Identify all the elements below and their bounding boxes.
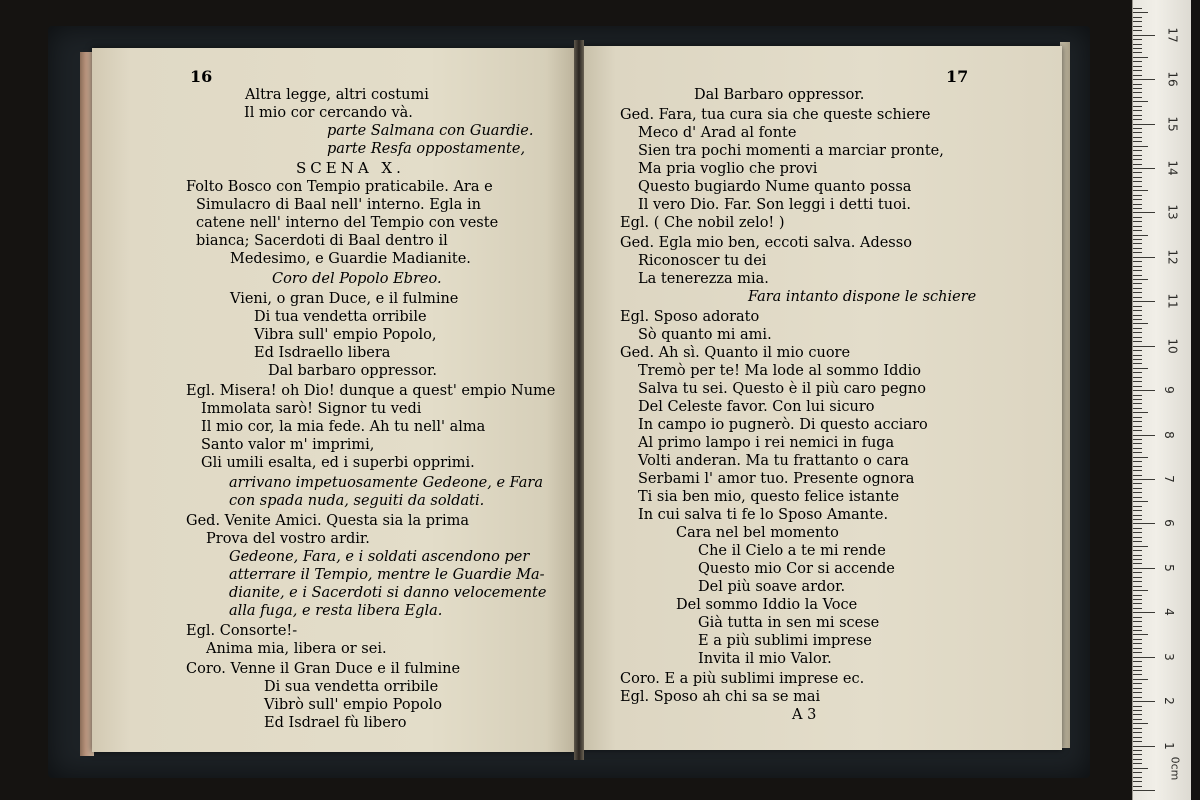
ruler-tick: [1133, 470, 1142, 471]
right-page-text-line: Salva tu sei. Questo è il più caro pegno: [638, 381, 926, 397]
ruler-number: 5: [1161, 564, 1176, 572]
ruler-tick: [1133, 546, 1148, 547]
left-page-text-line: Anima mia, libera or sei.: [206, 641, 387, 657]
ruler-tick: [1133, 719, 1142, 720]
ruler-tick: [1133, 746, 1155, 747]
ruler-tick: [1133, 266, 1142, 267]
ruler-tick: [1133, 714, 1142, 715]
ruler-tick: [1133, 541, 1142, 542]
scene-heading: SCENA X.: [296, 159, 405, 177]
left-page-text-line: Ged. Venite Amici. Questa sia la prima: [186, 513, 470, 529]
ruler-tick: [1133, 292, 1142, 293]
ruler-tick: [1133, 119, 1142, 120]
left-page-text-line: Coro del Popolo Ebreo.: [272, 271, 442, 287]
ruler-tick: [1133, 57, 1148, 58]
ruler-tick: [1133, 150, 1142, 151]
ruler-number: 15: [1165, 115, 1180, 132]
ruler-tick: [1133, 786, 1142, 787]
right-page-text-line: Ged. Ah sì. Quanto il mio cuore: [620, 345, 851, 361]
ruler-tick: [1133, 39, 1142, 40]
ruler-tick: [1133, 728, 1142, 729]
right-page-text-line: Del sommo Iddio la Voce: [676, 597, 858, 613]
ruler-tick: [1133, 657, 1155, 658]
left-page-text-line: con spada nuda, seguiti da soldati.: [229, 493, 485, 509]
ruler-tick: [1133, 137, 1142, 138]
ruler-tick: [1133, 501, 1148, 502]
ruler-tick: [1133, 430, 1142, 431]
ruler-tick: [1133, 190, 1148, 191]
ruler-tick: [1133, 350, 1142, 351]
ruler-tick: [1133, 181, 1142, 182]
ruler-tick: [1133, 159, 1142, 160]
right-page-text-line: Il vero Dio. Far. Son leggi i detti tuoi.: [638, 197, 912, 213]
left-page-text-line: bianca; Sacerdoti di Baal dentro il: [196, 233, 448, 249]
ruler-tick: [1133, 763, 1142, 764]
ruler-tick: [1133, 515, 1142, 516]
right-page-text-line: In cui salva ti fe lo Sposo Amante.: [638, 507, 889, 523]
ruler-tick: [1133, 461, 1142, 462]
ruler-tick: [1133, 706, 1142, 707]
ruler-tick: [1133, 297, 1142, 298]
ruler-tick: [1133, 212, 1155, 213]
ruler-tick: [1133, 310, 1142, 311]
ruler-tick: [1133, 790, 1155, 791]
ruler-number: 16: [1165, 71, 1180, 87]
ruler-tick: [1133, 381, 1142, 382]
ruler-tick: [1133, 754, 1142, 755]
ruler-tick: [1133, 661, 1142, 662]
ruler-tick: [1133, 519, 1142, 520]
ruler-tick: [1133, 586, 1142, 587]
ruler-number: 6: [1161, 519, 1176, 528]
left-page-text-line: catene nell' interno del Tempio con veste: [196, 215, 499, 231]
right-page-text-line: Coro. E a più sublimi imprese ec.: [620, 671, 865, 687]
ruler-tick: [1133, 652, 1142, 653]
ruler-tick: [1133, 426, 1142, 427]
ruler-tick: [1133, 52, 1142, 53]
ruler-tick: [1133, 435, 1155, 436]
right-page-text-line: Questo mio Cor si accende: [698, 561, 895, 577]
right-page-text-line: Sien tra pochi momenti a marciar pronte,: [638, 143, 944, 159]
ruler-tick: [1133, 315, 1142, 316]
ruler-tick: [1133, 239, 1142, 240]
ruler-tick: [1133, 155, 1142, 156]
ruler-tick: [1133, 737, 1142, 738]
left-page-text-line: Medesimo, e Guardie Madianite.: [230, 251, 471, 267]
left-page-text-line: Egl. Consorte!-: [186, 623, 298, 639]
ruler-tick: [1133, 475, 1142, 476]
ruler-tick: [1133, 106, 1142, 107]
right-page-text-line: Ged. Egla mio ben, eccoti salva. Adesso: [620, 235, 912, 251]
ruler-tick: [1133, 483, 1142, 484]
ruler-tick: [1133, 759, 1142, 760]
ruler-tick: [1133, 550, 1142, 551]
right-page-text-line: Egl. Sposo adorato: [620, 309, 760, 325]
ruler-tick: [1133, 346, 1155, 347]
ruler-tick: [1133, 581, 1142, 582]
ruler-number: 3: [1161, 652, 1176, 661]
left-page-text-line: Vieni, o gran Duce, e il fulmine: [230, 291, 459, 307]
ruler-tick: [1133, 88, 1142, 89]
ruler-tick: [1133, 697, 1142, 698]
ruler-tick: [1133, 132, 1142, 133]
ruler-tick: [1133, 359, 1142, 360]
right-page-text-line: Ma pria voglio che provi: [638, 161, 818, 177]
ruler-number: 1: [1161, 741, 1176, 750]
ruler-tick: [1133, 612, 1155, 613]
left-page-text-line: Il mio cor, la mia fede. Ah tu nell' alma: [201, 419, 486, 435]
ruler-tick: [1133, 110, 1142, 111]
right-page-text-line: Sò quanto mi ami.: [638, 327, 772, 343]
ruler-tick: [1133, 608, 1142, 609]
ruler-tick: [1133, 523, 1155, 524]
ruler-tick: [1133, 252, 1142, 253]
ruler-tick: [1133, 146, 1148, 147]
left-page-text-line: Immolata sarò! Signor tu vedi: [201, 401, 422, 417]
ruler-tick: [1133, 328, 1142, 329]
ruler-tick: [1133, 306, 1142, 307]
ruler-tick: [1133, 563, 1142, 564]
ruler-tick: [1133, 386, 1142, 387]
ruler-tick: [1133, 372, 1142, 373]
ruler-tick: [1133, 301, 1155, 302]
left-page-text-line: Gedeone, Fara, e i soldati ascendono per: [229, 549, 530, 565]
ruler-tick: [1133, 674, 1142, 675]
ruler-tick: [1133, 559, 1142, 560]
ruler-tick: [1133, 21, 1142, 22]
ruler-tick: [1133, 141, 1142, 142]
right-page-text-line: Cara nel bel momento: [676, 525, 839, 541]
ruler-tick: [1133, 403, 1142, 404]
ruler-tick: [1133, 164, 1142, 165]
ruler-tick: [1133, 168, 1155, 169]
ruler-tick: [1133, 124, 1155, 125]
right-page-text-line: E a più sublimi imprese: [698, 633, 872, 649]
ruler-tick: [1133, 363, 1142, 364]
ruler-tick: [1133, 275, 1142, 276]
ruler-tick: [1133, 479, 1155, 480]
ruler-tick: [1133, 257, 1155, 258]
ruler-tick: [1133, 186, 1142, 187]
ruler-tick: [1133, 772, 1142, 773]
page-number-left: 16: [190, 67, 213, 86]
ruler-tick: [1133, 572, 1142, 573]
ruler-tick: [1133, 666, 1142, 667]
ruler-tick: [1133, 204, 1142, 205]
ruler-tick: [1133, 217, 1142, 218]
ruler-number: 10: [1165, 338, 1180, 354]
left-page-text-line: Il mio cor cercando và.: [244, 105, 413, 121]
ruler-tick: [1133, 732, 1142, 733]
right-page-text-line: Del più soave ardor.: [698, 579, 846, 595]
ruler-tick: [1133, 528, 1142, 529]
right-page-text-line: Dal Barbaro oppressor.: [694, 87, 865, 103]
ruler-tick: [1133, 750, 1142, 751]
ruler-tick: [1133, 399, 1142, 400]
right-page-text-line: Già tutta in sen mi scese: [698, 615, 880, 631]
right-page-text-line: Invita il mio Valor.: [698, 651, 832, 667]
left-page-text-line: arrivano impetuosamente Gedeone, e Fara: [229, 475, 543, 491]
ruler-tick: [1133, 741, 1142, 742]
ruler-tick: [1133, 319, 1142, 320]
ruler-tick: [1133, 648, 1142, 649]
ruler-tick: [1133, 510, 1142, 511]
left-page-text-line: Vibrò sull' empio Popolo: [264, 697, 442, 713]
ruler-number: 7: [1161, 475, 1176, 483]
ruler-tick: [1133, 506, 1142, 507]
left-page-text-line: Di sua vendetta orribile: [264, 679, 439, 695]
ruler-tick: [1133, 466, 1142, 467]
ruler-number: 4: [1161, 608, 1176, 617]
right-page-text-line: La tenerezza mia.: [638, 271, 769, 287]
ruler-tick: [1133, 692, 1142, 693]
ruler-tick: [1133, 337, 1142, 338]
left-page-text-line: Simulacro di Baal nell' interno. Egla in: [196, 197, 481, 213]
ruler-tick: [1133, 283, 1142, 284]
ruler-tick: [1133, 270, 1142, 271]
ruler-tick: [1133, 92, 1142, 93]
ruler-tick: [1133, 390, 1155, 391]
ruler-tick: [1133, 617, 1142, 618]
ruler-tick: [1133, 323, 1148, 324]
ruler-number: 12: [1165, 249, 1180, 265]
left-page-text-line: parte Salmana con Guardie.: [327, 123, 534, 139]
left-page-text-line: Ed Isdrael fù libero: [264, 715, 407, 731]
right-page-text-line: Tremò per te! Ma lode al sommo Iddio: [638, 363, 922, 379]
ruler-tick: [1133, 8, 1142, 9]
ruler-tick: [1133, 97, 1142, 98]
ruler-number: 11: [1165, 293, 1180, 309]
right-page-text-line: Che il Cielo a te mi rende: [698, 543, 886, 559]
ruler-tick: [1133, 243, 1142, 244]
ruler-tick: [1133, 377, 1142, 378]
ruler-tick: [1133, 443, 1142, 444]
ruler-tick: [1133, 395, 1142, 396]
ruler-tick: [1133, 195, 1142, 196]
ruler-tick: [1133, 128, 1142, 129]
ruler-tick: [1133, 457, 1148, 458]
left-page-text-line: dianite, e i Sacerdoti si danno velocemente: [229, 585, 547, 601]
ruler-tick: [1133, 599, 1142, 600]
ruler-tick: [1133, 590, 1148, 591]
ruler-tick: [1133, 288, 1142, 289]
right-page-text-line: In campo io pugnerò. Di questo acciaro: [638, 417, 928, 433]
ruler-tick: [1133, 332, 1142, 333]
right-page-text-line: Serbami l' amor tuo. Presente ognora: [638, 471, 915, 487]
ruler-tick: [1133, 595, 1142, 596]
ruler-tick: [1133, 84, 1142, 85]
book-gutter: [574, 40, 584, 760]
ruler-tick: [1133, 688, 1142, 689]
ruler-tick: [1133, 172, 1142, 173]
right-page-text-line: Ti sia ben mio, questo felice istante: [638, 489, 900, 505]
left-page-text-line: Dal barbaro oppressor.: [268, 363, 437, 379]
ruler-tick: [1133, 488, 1142, 489]
ruler-tick: [1133, 221, 1142, 222]
ruler-tick: [1133, 452, 1142, 453]
ruler-tick: [1133, 115, 1142, 116]
ruler-tick: [1133, 368, 1148, 369]
left-page-text-line: Altra legge, altri costumi: [245, 87, 429, 103]
right-page-text-line: Meco d' Arad al fonte: [638, 125, 797, 141]
ruler-tick: [1133, 61, 1142, 62]
ruler-tick: [1133, 777, 1142, 778]
measurement-ruler: [1132, 0, 1191, 800]
left-page-text-line: Di tua vendetta orribile: [254, 309, 427, 325]
left-page-text-line: Santo valor m' imprimi,: [201, 437, 375, 453]
ruler-tick: [1133, 421, 1142, 422]
ruler-number: 14: [1165, 160, 1180, 176]
ruler-tick: [1133, 12, 1148, 13]
page-number-right: 17: [946, 67, 969, 86]
ruler-tick: [1133, 577, 1142, 578]
ruler-unit-label: 0cm: [1168, 756, 1182, 781]
ruler-tick: [1133, 439, 1142, 440]
ruler-tick: [1133, 643, 1142, 644]
ruler-tick: [1133, 35, 1155, 36]
ruler-tick: [1133, 568, 1155, 569]
ruler-tick: [1133, 235, 1148, 236]
left-page-text-line: Prova del vostro ardir.: [206, 531, 370, 547]
left-page-text-line: Gli umili esalta, ed i superbi opprimi.: [201, 455, 475, 471]
ruler-tick: [1133, 555, 1142, 556]
ruler-tick: [1133, 26, 1142, 27]
right-page-text-line: Questo bugiardo Nume quanto possa: [638, 179, 912, 195]
right-page-text-line: Del Celeste favor. Con lui sicuro: [638, 399, 875, 415]
ruler-tick: [1133, 408, 1142, 409]
ruler-tick: [1133, 248, 1142, 249]
ruler-tick: [1133, 723, 1148, 724]
ruler-tick: [1133, 701, 1155, 702]
ruler-tick: [1133, 670, 1142, 671]
ruler-tick: [1133, 532, 1142, 533]
ruler-tick: [1133, 230, 1142, 231]
ruler-tick: [1133, 630, 1142, 631]
left-page-text-line: Folto Bosco con Tempio praticabile. Ara e: [186, 179, 493, 195]
left-page-text-line: Ed Isdraello libera: [254, 345, 391, 361]
ruler-tick: [1133, 497, 1142, 498]
ruler-tick: [1133, 17, 1142, 18]
left-page-text-line: Egl. Misera! oh Dio! dunque a quest' empio Nume: [186, 383, 556, 399]
ruler-tick: [1133, 226, 1142, 227]
ruler-tick: [1133, 781, 1142, 782]
right-page-text-line: Egl. ( Che nobil zelo! ): [620, 215, 785, 231]
right-page-text-line: Volti anderan. Ma tu frattanto o cara: [638, 453, 909, 469]
left-page-text-line: atterrare il Tempio, mentre le Guardie Ma-: [229, 567, 545, 583]
ruler-tick: [1133, 448, 1142, 449]
ruler-tick: [1133, 279, 1148, 280]
ruler-tick: [1133, 75, 1142, 76]
ruler-tick: [1133, 417, 1142, 418]
right-page-text-line: Fara intanto dispone le schiere: [748, 289, 977, 305]
ruler-tick: [1133, 621, 1142, 622]
left-page-text-line: alla fuga, e resta libera Egla.: [229, 603, 443, 619]
ruler-tick: [1133, 412, 1148, 413]
right-page-text-line: Riconoscer tu dei: [638, 253, 767, 269]
ruler-tick: [1133, 537, 1142, 538]
right-page-text-line: Egl. Sposo ah chi sa se mai: [620, 689, 821, 705]
ruler-tick: [1133, 639, 1142, 640]
ruler-tick: [1133, 66, 1142, 67]
ruler-tick: [1133, 341, 1142, 342]
ruler-tick: [1133, 634, 1148, 635]
ruler-tick: [1133, 710, 1142, 711]
ruler-tick: [1133, 683, 1142, 684]
ruler-tick: [1133, 199, 1142, 200]
ruler-tick: [1133, 48, 1142, 49]
left-page-text-line: parte Resfa oppostamente,: [327, 141, 526, 157]
ruler-tick: [1133, 768, 1148, 769]
ruler-tick: [1133, 626, 1142, 627]
right-page-text-line: Ged. Fara, tua cura sia che queste schiere: [620, 107, 931, 123]
ruler-tick: [1133, 79, 1155, 80]
ruler-tick: [1133, 492, 1142, 493]
ruler-number: 2: [1161, 697, 1176, 705]
ruler-tick: [1133, 30, 1142, 31]
ruler-tick: [1133, 177, 1142, 178]
ruler-tick: [1133, 44, 1142, 45]
ruler-tick: [1133, 603, 1142, 604]
left-page-text-line: Coro. Venne il Gran Duce e il fulmine: [186, 661, 461, 677]
ruler-tick: [1133, 355, 1142, 356]
left-page-text-line: Vibra sull' empio Popolo,: [254, 327, 437, 343]
ruler-tick: [1133, 101, 1148, 102]
ruler-tick: [1133, 208, 1142, 209]
ruler-number: 13: [1165, 204, 1180, 221]
right-page-text-line: Al primo lampo i rei nemici in fuga: [638, 435, 895, 451]
ruler-tick: [1133, 261, 1142, 262]
ruler-tick: [1133, 70, 1142, 71]
ruler-number: 9: [1161, 386, 1176, 394]
ruler-number: 8: [1161, 430, 1176, 439]
ruler-number: 17: [1165, 27, 1180, 43]
ruler-tick: [1133, 679, 1148, 680]
signature-mark: A 3: [792, 707, 817, 723]
